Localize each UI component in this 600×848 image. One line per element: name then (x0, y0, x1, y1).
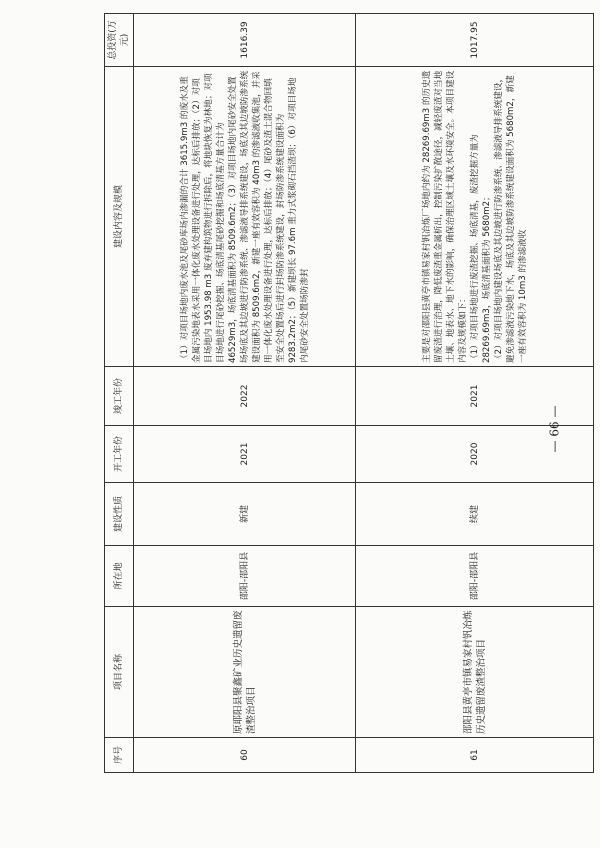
content-paragraph: （1）对项目场地内废水池及尾砂库场内渗漏的合计 3615.9m3 的废水及重金属污染地表水采用一体化废水处理设备进行处理，达标后排放；（2）对项目场地内 1953.98 m3 废弃建构筑物进行拆除后，将地块恢复为林地；对项目场地进行尾砂挖掘、场底清基尾砂挖掘和场底清基方量合计为 46529m3，场底清基面积为 8509.6m2；（3）对项目场地内尾砂安全处置场场底及其边坡进行防渗系统、渗滤液导排系统建设，场底及其边坡防渗系统建设面积为 8509.6m2，新建一座有效容积为 40m3 的渗滤液收集池，并采用一体化废水处理设备进行处理，达标后排放；（4）尾砂及渣土混合物回填至安全处置场后进行封场防渗系统建设，封场防渗系统建设面积为 9283.2m2；（5）新建坝长 97.6m 重力式浆砌石挡渣坝；（6）对项目场地内尾砂安全处置场防渗封 (179, 70, 310, 363)
row-end-year: 2022 (134, 367, 356, 426)
row-nature: 续建 (356, 483, 594, 546)
page-footer (545, 405, 585, 453)
row-name: 邵阳县黄亭市镇易家村钒冶炼历史遗留废渣整治项目 (356, 607, 594, 738)
page-number: — 66 — (547, 405, 562, 453)
content-paragraph: （1）对项目场地进行废渣挖掘、场底清基，废渣挖掘方量为 28269.69m3，场底清基面积为 5680m2； (469, 134, 492, 363)
row-investment: 1017.95 (356, 14, 594, 67)
header-nature: 建设性质 (105, 483, 134, 546)
header-start-year: 开工年份 (105, 426, 134, 483)
rotated-table-container (104, 13, 594, 773)
header-location: 所在地 (105, 546, 134, 607)
header-end-year: 竣工年份 (105, 367, 134, 426)
row-location: 邵阳-邵阳县 (356, 546, 594, 607)
row-start-year: 2021 (134, 426, 356, 483)
row-content (134, 67, 356, 367)
row-investment: 1616.39 (134, 14, 356, 67)
row-no: 60 (134, 738, 356, 773)
table-row (356, 14, 594, 773)
row-name: 原耶阳县聚鑫矿业历史遗留废渣整治项目 (134, 607, 356, 738)
project-table (104, 13, 594, 773)
table-row (134, 14, 356, 773)
row-end-year: 2021 (356, 367, 594, 426)
header-name: 项目名称 (105, 607, 134, 738)
row-location: 邵阳-邵阳县 (134, 546, 356, 607)
content-paragraph: （2）对项目场地内建设场底及其边坡进行防渗系统、渗滤液导排系统建设，避免渗滤液污染地下水，场底及其边坡防渗系统建设面积为 5680m2，新建一座有效容积为 10m3 的渗滤液收 (493, 73, 528, 363)
content-paragraph: 主要是对邵阳县黄亭市镇易家村钒冶炼厂场地内约为 28269.69m3 的历史遗留废渣进行治理，降低废渣重金属析出，控制污染扩散途径，减轻废渣对当地土壤、地表水、地下水的影响，确保治理区域土壤及水环境安全。本项目建设内容及规模如下： (421, 70, 468, 363)
header-content: 建设内容及规模 (105, 67, 134, 367)
header-investment: 总投资(万元) (105, 14, 134, 67)
header-no: 序号 (105, 738, 134, 773)
table-header-row (105, 14, 134, 773)
row-nature: 新建 (134, 483, 356, 546)
row-content (356, 67, 594, 367)
row-start-year: 2020 (356, 426, 594, 483)
row-no: 61 (356, 738, 594, 773)
